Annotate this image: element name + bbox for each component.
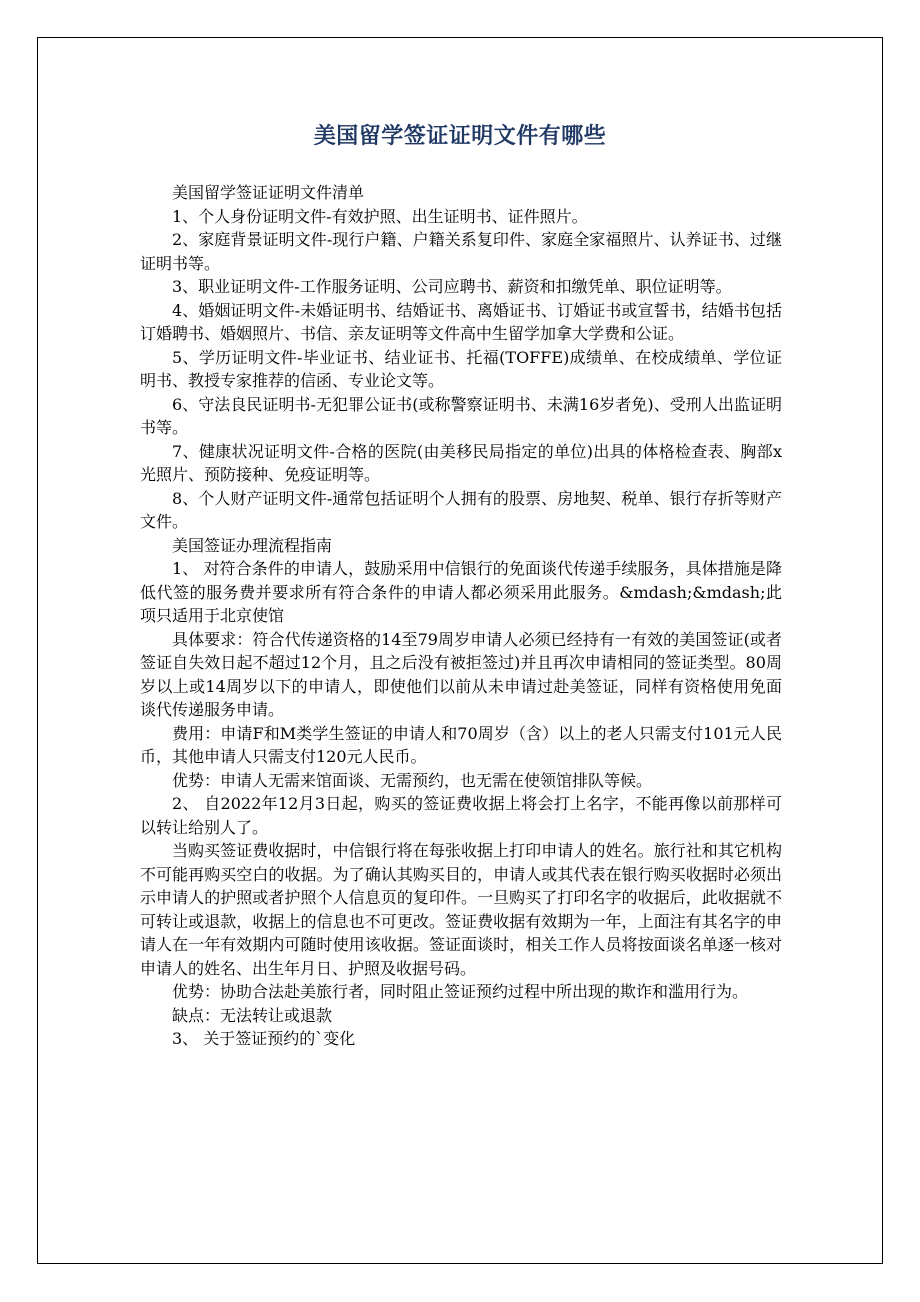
section-heading: 美国留学签证证明文件清单 (172, 183, 365, 202)
paragraph: 2、 自2022年12月3日起，购买的签证费收据上将会打上名字，不能再像以前那样可以转让给别人了。 (140, 794, 782, 837)
list-item: 1、个人身份证明文件-有效护照、出生证明书、证件照片。 (172, 206, 588, 226)
paragraph: 1、 对符合条件的申请人，鼓励采用中信银行的免面谈代传递手续服务，具体措施是降低代签的服务费并要求所有符合条件的申请人都必须采用此服务。&mdash;&mdash;此项只适用于北京使馆 (140, 559, 782, 625)
document-title: 美国留学签证证明文件有哪些 (313, 123, 607, 149)
paragraph: 3、 关于签证预约的`变化 (172, 1029, 356, 1048)
list-item: 6、守法良民证明书-无犯罪公证书(或称警察证明书、未满16岁者免)、受刑人出监证明书等。 (140, 394, 782, 437)
section-heading: 美国签证办理流程指南 (172, 535, 333, 555)
list-item: 5、学历证明文件-毕业证书、结业证书、托福(TOFFE)成绩单、在校成绩单、学位证明书、教授专家推荐的信函、专业论文等。 (140, 347, 782, 390)
paragraph: 费用：申请F和M类学生签证的申请人和70周岁（含）以上的老人只需支付101元人民币，其他申请人只需支付120元人民币。 (140, 723, 782, 766)
paragraph: 具体要求：符合代传递资格的14至79周岁申请人必须已经持有一有效的美国签证(或者签证自失效日起不超过12个月，且之后没有被拒签过)并且再次申请相同的签证类型。80周岁以上或14周岁以下的申请人，即使他们以前从未申请过赴美签证，同样有资格使用免面谈代传递服务申请。 (140, 629, 782, 719)
list-item: 7、健康状况证明文件-合格的医院(由美移民局指定的单位)出具的体格检查表、胸部x光照片、预防接种、免疫证明等。 (140, 441, 782, 484)
paragraph: 优势：申请人无需来馆面谈、无需预约，也无需在使领馆排队等候。 (172, 770, 653, 790)
list-item: 2、家庭背景证明文件-现行户籍、户籍关系复印件、家庭全家福照片、认养证书、过继证明书等。 (140, 230, 782, 273)
paragraph: 优势：协助合法赴美旅行者，同时阻止签证预约过程中所出现的欺诈和滥用行为。 (172, 982, 749, 1001)
document-body (140, 181, 782, 1051)
list-item: 4、婚姻证明文件-未婚证明书、结婚证书、离婚证书、订婚证书或宣誓书，结婚书包括订婚聘书、婚姻照片、书信、亲友证明等文件高中生留学加拿大学费和公证。 (140, 300, 782, 343)
list-item: 8、个人财产证明文件-通常包括证明个人拥有的股票、房地契、税单、银行存折等财产文件。 (140, 488, 782, 531)
paragraph: 缺点：无法转让或退款 (172, 1005, 333, 1025)
list-item: 3、职业证明文件-工作服务证明、公司应聘书、薪资和扣缴凭单、职位证明等。 (172, 277, 732, 296)
paragraph: 当购买签证费收据时，中信银行将在每张收据上打印申请人的姓名。旅行社和其它机构不可能再购买空白的收据。为了确认其购买目的，申请人或其代表在银行购买收据时必须出示申请人的护照或者护照个人信息页的复印件。一旦购买了打印名字的收据后，此收据就不可转让或退款，收据上的信息也不可更改。签证费收据有效期为一年，上面注有其名字的申请人在一年有效期内可随时使用该收据。签证面谈时，相关工作人员将按面谈名单逐一核对申请人的姓名、出生年月日、护照及收据号码。 (140, 841, 782, 978)
